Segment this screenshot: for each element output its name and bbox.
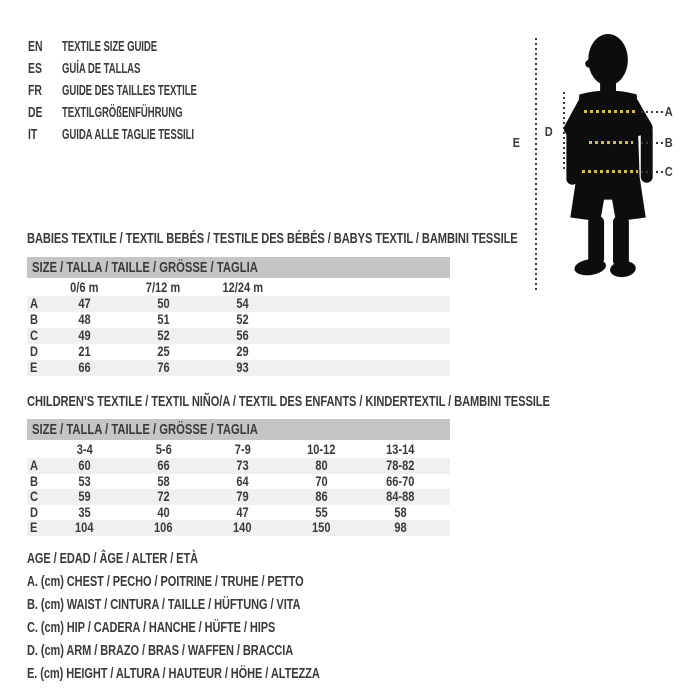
table-cell: 150 <box>312 520 331 535</box>
column-header: 5-6 <box>155 442 172 457</box>
legend-item-height: E. (cm) HEIGHT / ALTURA / HAUTEUR / HÖHE / ALTEZZA <box>27 666 320 682</box>
table-cell: 25 <box>157 344 170 359</box>
table-cell: 56 <box>236 328 249 343</box>
row-label: A <box>30 458 38 473</box>
language-row-fr <box>28 80 266 102</box>
table-cell: 58 <box>394 504 407 520</box>
legend-item-arm: D. (cm) ARM / BRAZO / BRAS / WAFFEN / BRACCIA <box>27 643 294 659</box>
table-cell: 52 <box>236 312 249 327</box>
table-cell: 51 <box>157 312 170 327</box>
column-header: 7/12 m <box>146 280 181 295</box>
measure-label-a: A <box>664 104 673 119</box>
table-row <box>27 296 450 312</box>
table-cell: 52 <box>157 328 170 343</box>
babies-section-title: BABIES TEXTILE / TEXTIL BEBÉS / TESTILE DES BÉBÉS / BABYS TEXTIL / BAMBINI TESSILE <box>27 230 518 247</box>
table-cell: 21 <box>78 344 91 359</box>
row-label: B <box>30 312 38 327</box>
measurement-legend <box>27 548 412 686</box>
table-cell: 78-82 <box>386 458 415 473</box>
legend-age-line: AGE / EDAD / ÂGE / ALTER / ETÀ <box>27 551 198 567</box>
filler-cell <box>282 328 450 344</box>
table-cell: 104 <box>75 520 94 535</box>
language-title-block <box>28 36 266 146</box>
table-cell: 55 <box>315 504 328 520</box>
babies-column-header-row <box>27 279 450 296</box>
child-silhouette-icon <box>558 33 668 281</box>
table-cell: 84-88 <box>386 489 415 504</box>
babies-size-table <box>27 257 450 376</box>
column-header: 0/6 m <box>70 280 99 295</box>
language-row-de <box>28 102 266 124</box>
language-code: IT <box>28 127 38 143</box>
filler-cell <box>440 489 450 505</box>
waist-measure-dash-b <box>589 141 633 144</box>
column-header: 3-4 <box>76 442 93 457</box>
language-title: GUIDA ALLE TAGLIE TESSILI <box>62 127 194 143</box>
row-label: A <box>30 296 38 311</box>
children-section-title: CHILDREN’S TEXTILE / TEXTIL NIÑO/A / TEXTIL DES ENFANTS / KINDERTEXTIL / BAMBINI TESSILE <box>27 393 550 410</box>
table-cell: 48 <box>78 312 91 327</box>
table-row <box>27 360 450 376</box>
legend-item-waist: B. (cm) WAIST / CINTURA / TAILLE / HÜFTUNG / VITA <box>27 597 301 613</box>
table-cell: 58 <box>157 473 170 489</box>
filler-cell <box>440 474 450 490</box>
table-cell: 98 <box>394 520 407 535</box>
table-row <box>27 328 450 344</box>
language-title: GUIDE DES TAILLES TEXTILE <box>62 83 197 99</box>
children-column-header-row <box>27 441 450 458</box>
language-code: ES <box>28 61 42 77</box>
table-cell: 47 <box>236 504 249 520</box>
language-code: FR <box>28 83 42 99</box>
table-row <box>27 520 450 536</box>
table-cell: 79 <box>236 489 249 504</box>
size-header-bar <box>27 419 450 440</box>
size-header-label: SIZE / TALLA / TAILLE / GRÖSSE / TAGLIA <box>32 421 258 438</box>
language-row-it <box>28 124 266 146</box>
measure-label-d: D <box>544 124 553 139</box>
row-label: B <box>30 473 38 489</box>
hip-measure-dash-c <box>582 170 638 173</box>
filler-cell <box>282 344 450 360</box>
table-cell: 50 <box>157 296 170 311</box>
chest-measure-dash-a <box>584 110 638 113</box>
table-row <box>27 489 450 505</box>
height-measure-line-e <box>535 38 537 290</box>
row-label: C <box>30 328 38 343</box>
measure-label-e: E <box>512 135 521 150</box>
table-cell: 86 <box>315 489 328 504</box>
table-cell: 47 <box>78 296 91 311</box>
table-row <box>27 505 450 521</box>
table-row <box>27 312 450 328</box>
table-cell: 72 <box>157 489 170 504</box>
language-row-en <box>28 36 266 58</box>
table-cell: 76 <box>157 360 170 375</box>
language-code: DE <box>28 105 43 121</box>
table-cell: 140 <box>233 520 252 535</box>
row-label: E <box>30 360 38 375</box>
filler-cell <box>440 458 450 474</box>
table-cell: 66 <box>78 360 91 375</box>
table-cell: 59 <box>78 489 91 504</box>
chest-leader-line <box>641 111 663 113</box>
corner-cell <box>27 279 45 296</box>
filler-cell <box>282 360 450 376</box>
table-cell: 93 <box>236 360 249 375</box>
filler-cell <box>440 505 450 521</box>
filler-cell <box>282 312 450 328</box>
table-cell: 53 <box>78 473 91 489</box>
filler-cell <box>282 279 450 296</box>
table-cell: 35 <box>78 504 91 520</box>
table-cell: 66 <box>157 458 170 473</box>
table-cell: 80 <box>315 458 328 473</box>
table-cell: 60 <box>78 458 91 473</box>
table-cell: 106 <box>154 520 173 535</box>
table-cell: 54 <box>236 296 249 311</box>
row-label: E <box>30 520 38 535</box>
hip-leader-line <box>641 171 663 173</box>
size-header-label: SIZE / TALLA / TAILLE / GRÖSSE / TAGLIA <box>32 259 258 276</box>
table-cell: 66-70 <box>386 473 415 489</box>
table-cell: 49 <box>78 328 91 343</box>
table-cell: 64 <box>236 473 249 489</box>
waist-leader-line <box>641 142 663 144</box>
legend-item-hip: C. (cm) HIP / CADERA / HANCHE / HÜFTE / HIPS <box>27 620 276 636</box>
table-cell: 70 <box>315 473 328 489</box>
filler-cell <box>282 296 450 312</box>
language-title: TEXTILGRÖßENFÜHRUNG <box>62 105 183 121</box>
measure-label-c: C <box>664 164 673 179</box>
column-header: 12/24 m <box>222 280 263 295</box>
legend-item-chest: A. (cm) CHEST / PECHO / POITRINE / TRUHE / PETTO <box>27 574 304 590</box>
language-row-es <box>28 58 266 80</box>
table-cell: 29 <box>236 344 249 359</box>
table-row <box>27 344 450 360</box>
language-title: GUÍA DE TALLAS <box>62 61 141 77</box>
table-cell: 40 <box>157 504 170 520</box>
size-header-bar <box>27 257 450 278</box>
row-label: D <box>30 344 38 359</box>
language-title: TEXTILE SIZE GUIDE <box>62 39 158 55</box>
row-label: D <box>30 504 38 520</box>
children-size-table <box>27 419 450 536</box>
column-header: 7-9 <box>234 442 251 457</box>
filler-cell <box>440 441 450 458</box>
measure-label-b: B <box>664 135 673 150</box>
table-cell: 73 <box>236 458 249 473</box>
row-label: C <box>30 489 38 504</box>
corner-cell <box>27 441 45 458</box>
column-header: 10-12 <box>307 442 336 457</box>
language-code: EN <box>28 39 43 55</box>
table-row <box>27 458 450 474</box>
filler-cell <box>440 520 450 536</box>
table-row <box>27 474 450 490</box>
column-header: 13-14 <box>386 442 415 457</box>
